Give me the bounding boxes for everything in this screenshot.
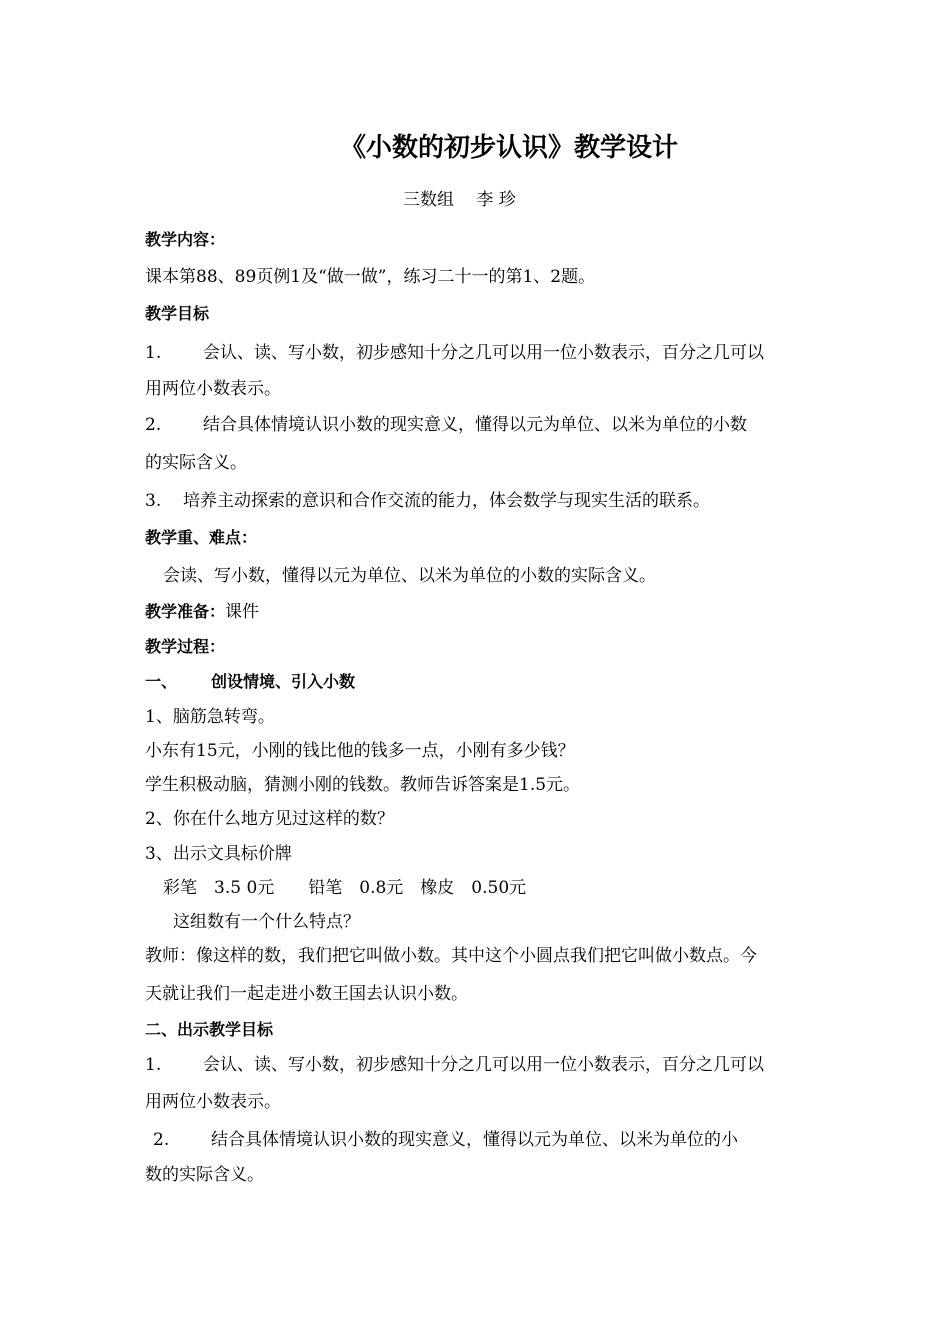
preparation-line [145,601,259,623]
author-line: 三数组 李 珍 [403,190,516,210]
goal-1-line1: 1. 会认、读、写小数，初步感知十分之几可以用一位小数表示，百分之几可以 [145,343,764,363]
section-2-heading: 二、出示教学目标 [145,1020,274,1039]
key-points-heading: 教学重、难点： [145,528,258,547]
s1-line-5: 3、出示文具标价牌 [145,844,292,864]
goal-3-number: 3. [145,491,162,511]
goal-2-line2: 的实际含义。 [145,453,247,473]
content-heading: 教学内容： [145,230,226,249]
section-1-title: 创设情境、引入小数 [211,672,356,691]
preparation-heading: 教学准备： [145,602,226,621]
s1-line-3: 学生积极动脑，猜测小刚的钱数。教师告诉答案是1.5元。 [145,775,581,795]
goals-heading: 教学目标 [145,304,210,323]
section-1-heading [145,671,355,693]
document-title: 《小数的初步认识》教学设计 [340,133,679,163]
s1-line-2: 小东有15元，小刚的钱比他的钱多一点，小刚有多少钱？ [145,741,575,761]
goal2-2-number: 2. [153,1130,170,1150]
goal-1-number: 1. [145,343,162,363]
s1-line-1: 1、脑筋急转弯。 [145,707,275,727]
teacher-line-1: 教师：像这样的数，我们把它叫做小数。其中这个小圆点我们把它叫做小数点。今 [145,946,757,966]
goal-2-number: 2. [145,415,162,435]
preparation-text: 课件 [225,602,260,622]
content-text: 课本第88、89页例1及“做一做”，练习二十一的第1、2题。 [145,267,596,287]
key-points-text: 会读、写小数，懂得以元为单位、以米为单位的小数的实际含义。 [163,566,656,586]
goal2-2-line2: 数的实际含义。 [145,1165,264,1185]
goal2-1-line2: 用两位小数表示。 [145,1092,281,1112]
price-tags-line: 彩笔 3.5 0元 铅笔 0.8元 橡皮 0.50元 [163,878,527,898]
question-line: 这组数有一个什么特点？ [173,912,360,932]
goal-3-line1: 3. 培养主动探索的意识和合作交流的能力，体会数学与现实生活的联系。 [145,491,710,511]
process-heading: 教学过程： [145,637,226,656]
teacher-line-2: 天就让我们一起走进小数王国去认识小数。 [145,984,468,1004]
goal2-2-line1: 2. 结合具体情境认识小数的现实意义，懂得以元为单位、以米为单位的小 [153,1130,738,1150]
goal-2-line1: 2. 结合具体情境认识小数的现实意义，懂得以元为单位、以米为单位的小数 [145,415,747,435]
s1-line-4: 2、你在什么地方见过这样的数？ [145,809,394,829]
section-1-number: 一、 [145,672,178,691]
goal-1-line2: 用两位小数表示。 [145,379,281,399]
goal2-1-number: 1. [145,1055,162,1075]
goal2-1-line1: 1. 会认、读、写小数，初步感知十分之几可以用一位小数表示，百分之几可以 [145,1055,764,1075]
